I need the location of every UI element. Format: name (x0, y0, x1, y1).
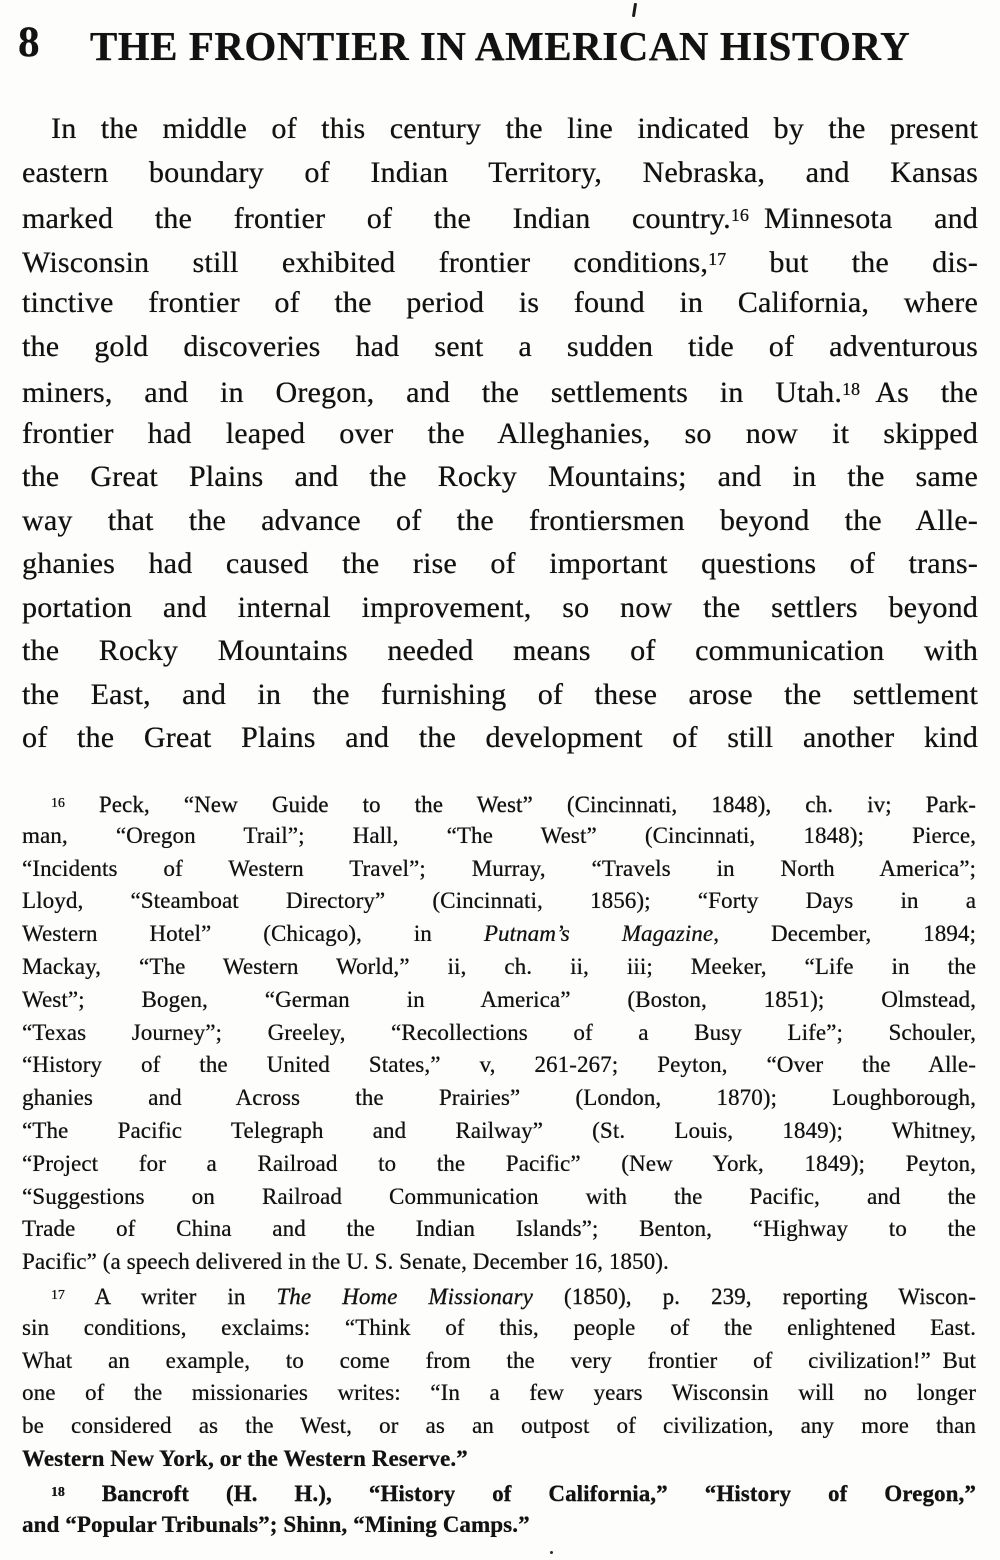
text-segment: West”; Bogen, “German in America” (Boston, 1851); Olmstead, (22, 986, 976, 1012)
text-segment: Lloyd, “Steamboat Directory” (Cincinnati, 1856); “Forty Days in a (22, 888, 976, 914)
text-segment: be considered as the West, or as an outpost of civilization, any more than (22, 1413, 976, 1439)
text-segment: sin conditions, exclaims: “Think of this, people of the enlightened East. (22, 1314, 976, 1340)
text-segment: Bancroft (H. H.), “History of California,” “History of Oregon,” (64, 1480, 976, 1506)
text-segment: As the (860, 375, 978, 409)
text-segment: Peck, “New Guide to the West” (Cincinnati, 1848), ch. iv; Park- (64, 792, 976, 818)
text-line (22, 1082, 976, 1115)
text-segment: miners, and in Oregon, and the settlements in Utah. (22, 375, 843, 409)
text-line (22, 984, 976, 1017)
text-line (22, 629, 978, 673)
footnote (22, 787, 976, 1279)
footnote-marker: 17 (708, 248, 727, 269)
text-line (22, 586, 978, 630)
text-line (22, 1509, 976, 1542)
footnote-marker: 16 (730, 205, 749, 225)
footnote-marker: 17 (51, 1286, 65, 1302)
text-line (22, 1115, 976, 1148)
footnote (22, 1279, 976, 1476)
text-segment: In the middle of this century the line indicated by the present (51, 112, 978, 145)
text-line (22, 1345, 976, 1378)
text-line (22, 1148, 976, 1181)
footnote-marker: 18 (51, 1483, 65, 1499)
text-line (22, 853, 976, 886)
text-segment: “Project for a Railroad to the Pacific” (New York, 1849); Peyton, (22, 1150, 976, 1176)
text-segment: “Texas Journey”; Greeley, “Recollections of a Busy Life”; Schouler, (22, 1019, 976, 1045)
text-line (22, 1377, 976, 1410)
text-line (22, 107, 978, 151)
text-line (22, 542, 978, 586)
text-line (22, 787, 976, 820)
page-number: 8 (18, 19, 41, 66)
text-segment: the East, and in the furnishing of these arose the settlement (22, 677, 978, 711)
scan-speck (550, 1551, 553, 1554)
text-segment: “Incidents of Western Travel”; Murray, “Travels in North America”; (22, 855, 976, 881)
text-line (22, 455, 978, 499)
text-line (22, 238, 978, 282)
text-segment: way that the advance of the frontiersmen beyond the Alle- (22, 503, 978, 537)
page-header-title: THE FRONTIER IN AMERICAN HISTORY (89, 23, 911, 69)
text-segment: the Rocky Mountains needed means of communication with (22, 634, 978, 667)
text-line (22, 151, 978, 195)
text-segment: but the dis- (726, 245, 978, 279)
text-line (22, 820, 976, 853)
text-segment: Wisconsin still exhibited frontier conditions, (22, 245, 709, 279)
text-line (22, 951, 976, 984)
text-segment: “History of the United States,” v, 261-267; Peyton, “Over the Alle- (22, 1052, 976, 1078)
text-segment: eastern boundary of Indian Territory, Nebraska, and Kansas (22, 155, 978, 189)
text-line (22, 1049, 976, 1082)
text-line (22, 1017, 976, 1050)
text-segment: one of the missionaries writes: “In a few years Wisconsin will no longer (22, 1380, 976, 1406)
text-line (22, 1443, 976, 1476)
text-segment: , December, 1894; (713, 921, 976, 947)
text-segment: “The Pacific Telegraph and Railway” (St. Louis, 1849); Whitney, (22, 1117, 976, 1143)
text-segment: the gold discoveries had sent a sudden tide of adventurous (22, 329, 978, 363)
text-segment: Minnesota and (748, 201, 978, 235)
text-segment: Pacific” (a speech delivered in the U. S. Senate, December 16, 1850). (22, 1249, 669, 1275)
text-line (22, 412, 978, 456)
text-segment: marked the frontier of the Indian country. (22, 201, 731, 235)
text-line (22, 1246, 976, 1279)
text-line (22, 673, 978, 717)
text-line (22, 1213, 976, 1246)
text-segment: Trade of China and the Indian Islands”; Benton, “Highway to the (22, 1216, 976, 1242)
text-line (22, 1476, 976, 1509)
text-segment: man, “Oregon Trail”; Hall, “The West” (Cincinnati, 1848); Pierce, (22, 822, 976, 848)
text-segment: frontier had leaped over the Alleghanies, so now it skipped (22, 416, 978, 450)
text-segment: (1850), p. 239, reporting Wiscon- (532, 1284, 976, 1310)
text-segment: Western New York, or the Western Reserve.” (22, 1445, 468, 1471)
text-segment: Western Hotel” (Chicago), in (22, 921, 484, 947)
text-line (22, 281, 978, 325)
text-line (22, 716, 978, 760)
text-segment: Putnam’s Magazine (483, 921, 714, 947)
text-line (22, 918, 976, 951)
text-line (22, 368, 978, 412)
text-segment: tinctive frontier of the period is found in California, where (22, 286, 978, 319)
footnote-marker: 18 (842, 379, 861, 399)
body-text (22, 107, 978, 760)
text-segment: portation and internal improvement, so now the settlers beyond (22, 590, 978, 624)
text-line (22, 325, 978, 369)
text-segment: But (930, 1347, 976, 1373)
text-segment: What an example, to come from the very frontier of civilization!” (22, 1347, 931, 1373)
text-line (22, 1279, 976, 1312)
text-segment: The Home Missionary (276, 1284, 533, 1310)
text-line (22, 885, 976, 918)
text-line (22, 194, 978, 238)
text-segment: A writer in (64, 1284, 277, 1310)
text-segment: the Great Plains and the Rocky Mountains; and in the same (22, 460, 978, 493)
footnote (22, 1476, 976, 1542)
text-segment: of the Great Plains and the development of still another kind (22, 721, 978, 754)
scan-artifact-mark (632, 3, 637, 17)
text-line (22, 1181, 976, 1214)
footnotes (22, 787, 976, 1541)
text-line (22, 1312, 976, 1345)
text-segment: Mackay, “The Western World,” ii, ch. ii, iii; Meeker, “Life in the (22, 953, 976, 979)
text-line (22, 1410, 976, 1443)
text-segment: ghanies and Across the Prairies” (London, 1870); Loughborough, (22, 1085, 976, 1111)
footnote-marker: 16 (51, 795, 65, 810)
text-segment: and “Popular Tribunals”; Shinn, “Mining Camps.” (22, 1511, 530, 1537)
text-segment: “Suggestions on Railroad Communication with the Pacific, and the (22, 1183, 976, 1209)
text-line (22, 499, 978, 543)
text-segment: ghanies had caused the rise of important questions of trans- (22, 547, 978, 580)
